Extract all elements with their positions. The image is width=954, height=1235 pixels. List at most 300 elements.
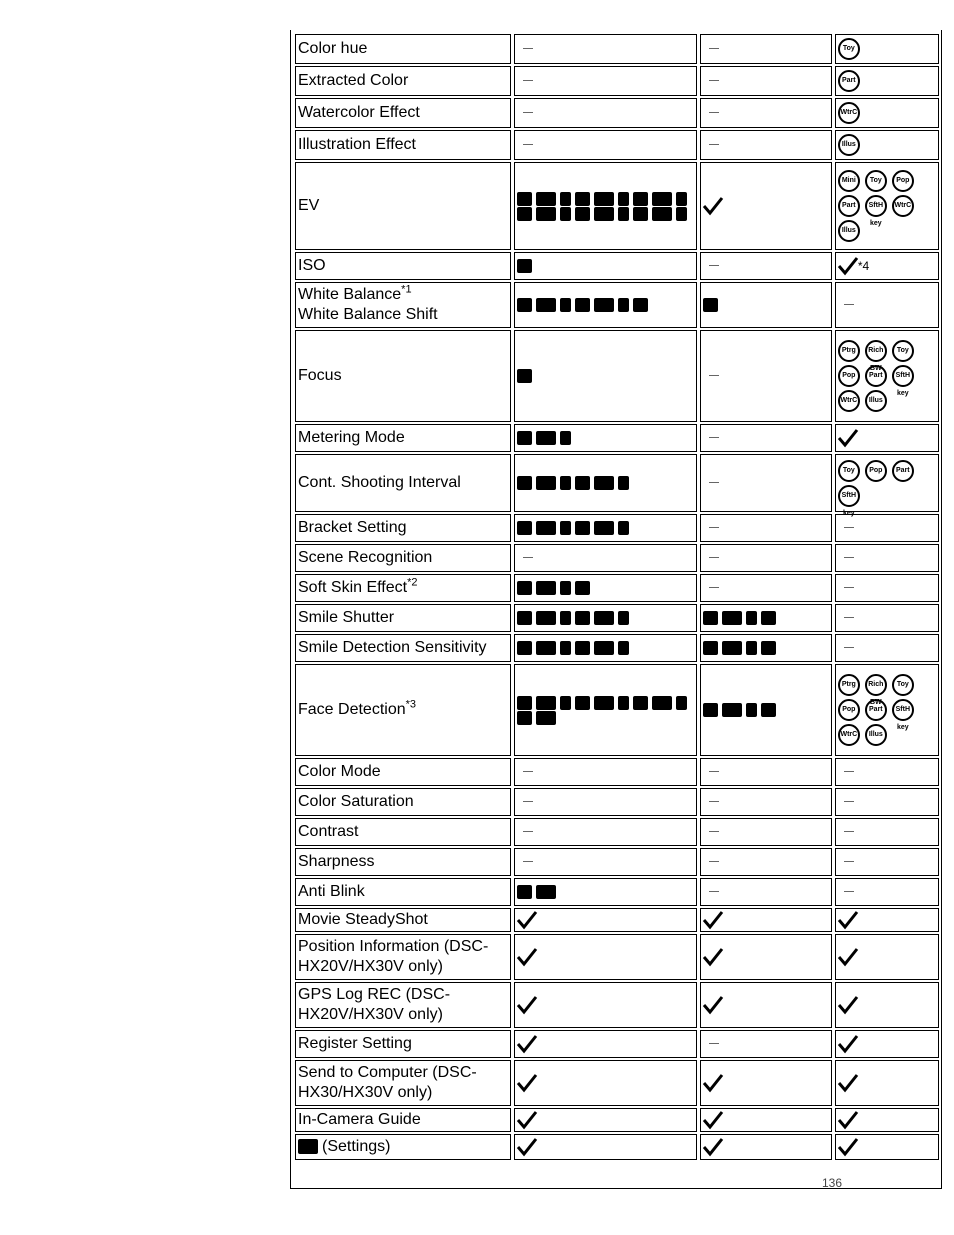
page-number: 136 bbox=[822, 1176, 843, 1190]
availability-cell-c3 bbox=[835, 1134, 939, 1160]
availability-cell-c3 bbox=[835, 66, 939, 96]
picture-effect-icon: SftH key bbox=[892, 365, 914, 387]
picture-effect-icons bbox=[838, 36, 936, 62]
scene-mode-icon bbox=[652, 696, 672, 710]
scene-mode-icon bbox=[618, 611, 629, 625]
availability-cell-c2 bbox=[700, 1060, 832, 1106]
check-icon bbox=[703, 911, 723, 929]
function-name: Focus bbox=[298, 367, 342, 384]
picture-effect-icon: Part bbox=[838, 70, 860, 92]
availability-cell-c3 bbox=[835, 818, 939, 846]
function-name: Register Setting bbox=[298, 1035, 412, 1052]
dash-mark bbox=[844, 861, 854, 862]
dash-mark bbox=[523, 112, 533, 113]
availability-cell-c2 bbox=[700, 130, 832, 160]
scene-mode-icon bbox=[633, 207, 648, 221]
availability-cell-c3 bbox=[835, 1108, 939, 1132]
toolbox-icon bbox=[298, 1139, 318, 1154]
scene-mode-icon bbox=[517, 885, 532, 899]
availability-cell-c3 bbox=[835, 544, 939, 572]
availability-cell-c1 bbox=[514, 162, 697, 250]
dash-mark bbox=[523, 831, 533, 832]
scene-mode-icon bbox=[517, 207, 532, 221]
table-body bbox=[295, 34, 939, 1160]
table-row bbox=[295, 1134, 939, 1160]
scene-mode-icon bbox=[517, 611, 532, 625]
picture-effect-icons bbox=[838, 672, 936, 748]
dash-mark bbox=[523, 80, 533, 81]
availability-cell-c3 bbox=[835, 514, 939, 542]
function-name-cell bbox=[295, 544, 511, 572]
scene-mode-icon bbox=[676, 696, 687, 710]
function-name: In-Camera Guide bbox=[298, 1111, 421, 1128]
availability-cell-c3 bbox=[835, 1030, 939, 1058]
dash-mark bbox=[709, 375, 719, 376]
scene-mode-icon bbox=[517, 641, 532, 655]
scene-mode-icon bbox=[633, 696, 648, 710]
scene-mode-icon bbox=[618, 476, 629, 490]
scene-mode-icon bbox=[536, 611, 556, 625]
table-row bbox=[295, 934, 939, 980]
check-icon bbox=[703, 1138, 723, 1156]
availability-cell-c1 bbox=[514, 758, 697, 786]
availability-cell-c3 bbox=[835, 878, 939, 906]
picture-effect-icon: Mini bbox=[838, 170, 860, 192]
table-row bbox=[295, 98, 939, 128]
availability-cell-c2 bbox=[700, 982, 832, 1028]
scene-mode-icon bbox=[594, 207, 614, 221]
check-icon bbox=[703, 996, 723, 1014]
scene-mode-icon bbox=[536, 885, 556, 899]
picture-effect-icon: Part bbox=[892, 460, 914, 482]
scene-mode-icon bbox=[594, 192, 614, 206]
scene-mode-icon bbox=[761, 641, 776, 655]
availability-cell-c1 bbox=[514, 514, 697, 542]
function-name-cell bbox=[295, 848, 511, 876]
availability-cell-c2 bbox=[700, 162, 832, 250]
availability-cell-c1 bbox=[514, 574, 697, 602]
picture-effect-icon: Toy bbox=[838, 38, 860, 60]
availability-cell-c2 bbox=[700, 878, 832, 906]
scene-mode-icons bbox=[517, 579, 694, 597]
scene-mode-icon bbox=[676, 192, 687, 206]
availability-cell-c3 bbox=[835, 1060, 939, 1106]
scene-mode-icon bbox=[517, 476, 532, 490]
availability-cell-c2 bbox=[700, 604, 832, 632]
picture-effect-icons bbox=[838, 100, 936, 126]
scene-mode-icon bbox=[536, 476, 556, 490]
availability-cell-c1 bbox=[514, 424, 697, 452]
check-icon bbox=[703, 1074, 723, 1092]
availability-cell-c2 bbox=[700, 1108, 832, 1132]
availability-cell-c2 bbox=[700, 544, 832, 572]
function-name: Color Mode bbox=[298, 763, 381, 780]
scene-mode-icon bbox=[594, 696, 614, 710]
availability-cell-c1 bbox=[514, 252, 697, 280]
function-availability-table bbox=[292, 32, 942, 1162]
scene-mode-icon bbox=[517, 431, 532, 445]
availability-cell-c2 bbox=[700, 788, 832, 816]
check-icon bbox=[703, 1111, 723, 1129]
scene-mode-icon bbox=[676, 207, 687, 221]
check-icon bbox=[838, 257, 858, 275]
availability-cell-c1 bbox=[514, 848, 697, 876]
availability-cell-c1 bbox=[514, 34, 697, 64]
function-name-cell bbox=[295, 788, 511, 816]
scene-mode-icon bbox=[517, 259, 532, 273]
scene-mode-icon bbox=[560, 192, 571, 206]
picture-effect-icon: Toy bbox=[892, 340, 914, 362]
scene-mode-icon bbox=[652, 192, 672, 206]
dash-mark bbox=[844, 771, 854, 772]
table-row bbox=[295, 1060, 939, 1106]
check-icon bbox=[838, 911, 858, 929]
picture-effect-icon: Toy bbox=[838, 460, 860, 482]
availability-cell-c1 bbox=[514, 664, 697, 756]
function-name: Soft Skin Effect bbox=[298, 579, 408, 596]
check-icon bbox=[838, 1138, 858, 1156]
function-name: ISO bbox=[298, 257, 326, 274]
dash-mark bbox=[709, 482, 719, 483]
picture-effect-icon: Ptrg bbox=[838, 340, 860, 362]
availability-cell-c2 bbox=[700, 634, 832, 662]
scene-mode-icon bbox=[517, 521, 532, 535]
dash-mark bbox=[844, 891, 854, 892]
picture-effect-icon: Toy bbox=[865, 170, 887, 192]
dash-mark bbox=[709, 527, 719, 528]
scene-mode-icon bbox=[618, 641, 629, 655]
availability-cell-c3 bbox=[835, 848, 939, 876]
availability-cell-c3 bbox=[835, 282, 939, 328]
scene-mode-icon bbox=[703, 703, 718, 717]
dash-mark bbox=[844, 831, 854, 832]
dash-mark bbox=[709, 1043, 719, 1044]
table-row bbox=[295, 34, 939, 64]
check-icon bbox=[838, 948, 858, 966]
function-name-cell bbox=[295, 514, 511, 542]
function-name: Smile Detection Sensitivity bbox=[298, 639, 487, 656]
function-name: Smile Shutter bbox=[298, 609, 395, 626]
picture-effect-icon: Toy bbox=[892, 674, 914, 696]
scene-mode-icon bbox=[517, 711, 532, 725]
availability-cell-c3 bbox=[835, 162, 939, 250]
function-name: Contrast bbox=[298, 823, 359, 840]
scene-mode-icon bbox=[536, 207, 556, 221]
availability-cell-c3 bbox=[835, 454, 939, 517]
check-icon bbox=[703, 948, 723, 966]
availability-cell-c1 bbox=[514, 130, 697, 160]
scene-mode-icon bbox=[575, 521, 590, 535]
dash-mark bbox=[709, 557, 719, 558]
scene-mode-icon bbox=[594, 641, 614, 655]
availability-cell-c2 bbox=[700, 98, 832, 128]
table-row bbox=[295, 66, 939, 96]
availability-cell-c3 bbox=[835, 982, 939, 1028]
footnote-ref: *1 bbox=[401, 283, 412, 296]
picture-effect-icon: Pop bbox=[838, 699, 860, 721]
check-icon bbox=[517, 1035, 537, 1053]
function-name-cell bbox=[295, 130, 511, 160]
dash-mark bbox=[844, 801, 854, 802]
check-icon bbox=[517, 1111, 537, 1129]
check-icon bbox=[838, 1035, 858, 1053]
scene-mode-icon bbox=[703, 641, 718, 655]
dash-mark bbox=[844, 304, 854, 305]
table-row bbox=[295, 848, 939, 876]
scene-mode-icon bbox=[618, 298, 629, 312]
scene-mode-icon bbox=[633, 298, 648, 312]
check-icon bbox=[703, 197, 723, 215]
dash-mark bbox=[709, 587, 719, 588]
scene-mode-icon bbox=[517, 192, 532, 206]
availability-cell-c1 bbox=[514, 982, 697, 1028]
availability-cell-c1 bbox=[514, 66, 697, 96]
dash-mark bbox=[709, 48, 719, 49]
dash-mark bbox=[844, 587, 854, 588]
table-row bbox=[295, 454, 939, 512]
scene-mode-icon bbox=[722, 611, 742, 625]
function-name: Color hue bbox=[298, 40, 368, 57]
availability-cell-c1 bbox=[514, 544, 697, 572]
footnote-ref: *3 bbox=[405, 698, 417, 711]
scene-mode-icon bbox=[618, 192, 629, 206]
availability-cell-c1 bbox=[514, 634, 697, 662]
availability-cell-c2 bbox=[700, 848, 832, 876]
function-name-cell bbox=[295, 758, 511, 786]
scene-mode-icons bbox=[703, 609, 829, 627]
scene-mode-icon bbox=[746, 703, 757, 717]
function-name-cell bbox=[295, 162, 511, 250]
availability-cell-c3 bbox=[835, 758, 939, 786]
table-row bbox=[295, 664, 939, 756]
dash-mark bbox=[523, 48, 533, 49]
scene-mode-icon bbox=[575, 207, 590, 221]
function-name-cell bbox=[295, 818, 511, 846]
function-name-cell bbox=[295, 454, 511, 512]
availability-cell-c2 bbox=[700, 1134, 832, 1160]
availability-cell-c1 bbox=[514, 604, 697, 632]
scene-mode-icons bbox=[517, 367, 694, 385]
scene-mode-icon bbox=[722, 703, 742, 717]
availability-cell-c3 bbox=[835, 788, 939, 816]
scene-mode-icon bbox=[746, 641, 757, 655]
scene-mode-icon bbox=[536, 298, 556, 312]
scene-mode-icon bbox=[594, 298, 614, 312]
function-name: Face Detection bbox=[298, 701, 406, 718]
dash-mark bbox=[523, 801, 533, 802]
picture-effect-icon: Pop bbox=[838, 365, 860, 387]
dash-mark bbox=[523, 557, 533, 558]
function-name-secondary: White Balance Shift bbox=[298, 306, 438, 323]
availability-cell-c3 bbox=[835, 130, 939, 160]
picture-effect-icon: Ptrg bbox=[838, 674, 860, 696]
availability-cell-c2 bbox=[700, 908, 832, 932]
check-icon bbox=[838, 1074, 858, 1092]
function-name: Position Information (DSC-HX20V/HX30V only) bbox=[298, 938, 489, 975]
dash-mark bbox=[709, 831, 719, 832]
function-name: Extracted Color bbox=[298, 72, 409, 89]
scene-mode-icon bbox=[536, 581, 556, 595]
check-icon bbox=[838, 429, 858, 447]
dash-mark bbox=[709, 801, 719, 802]
availability-cell-c3 bbox=[835, 424, 939, 452]
scene-mode-icon bbox=[722, 641, 742, 655]
function-name: Send to Computer (DSC-HX30/HX30V only) bbox=[298, 1064, 477, 1101]
table-row bbox=[295, 130, 939, 160]
scene-mode-icon bbox=[536, 711, 556, 725]
dash-mark bbox=[709, 144, 719, 145]
availability-cell-c3 bbox=[835, 908, 939, 932]
function-name: Color Saturation bbox=[298, 793, 414, 810]
scene-mode-icon bbox=[536, 192, 556, 206]
dash-mark bbox=[844, 647, 854, 648]
scene-mode-icon bbox=[560, 641, 571, 655]
picture-effect-icon: WtrC bbox=[838, 390, 860, 412]
check-icon bbox=[838, 996, 858, 1014]
availability-cell-c3 bbox=[835, 98, 939, 128]
availability-cell-c1 bbox=[514, 282, 697, 328]
availability-cell-c3 bbox=[835, 330, 939, 422]
scene-mode-icon bbox=[560, 207, 571, 221]
table-row bbox=[295, 788, 939, 816]
scene-mode-icon bbox=[575, 192, 590, 206]
function-name: Bracket Setting bbox=[298, 519, 407, 536]
picture-effect-icon: Pop bbox=[892, 170, 914, 192]
dash-mark bbox=[709, 771, 719, 772]
check-icon bbox=[517, 1074, 537, 1092]
scene-mode-icon bbox=[575, 298, 590, 312]
page-frame bbox=[290, 30, 942, 1189]
table-row bbox=[295, 758, 939, 786]
availability-cell-c3 bbox=[835, 34, 939, 64]
scene-mode-icon bbox=[517, 298, 532, 312]
scene-mode-icon bbox=[560, 581, 571, 595]
function-name-cell bbox=[295, 1030, 511, 1058]
availability-cell-c2 bbox=[700, 424, 832, 452]
table-row bbox=[295, 908, 939, 932]
function-name-cell bbox=[295, 878, 511, 906]
function-name-cell bbox=[295, 1134, 511, 1160]
scene-mode-icon bbox=[575, 611, 590, 625]
picture-effect-icon: WtrC bbox=[838, 724, 860, 746]
scene-mode-icon bbox=[575, 581, 590, 595]
scene-mode-icon bbox=[594, 521, 614, 535]
picture-effect-icon: Rich BW bbox=[865, 340, 887, 362]
picture-effect-icons bbox=[838, 168, 936, 244]
table-row bbox=[295, 982, 939, 1028]
scene-mode-icon bbox=[618, 696, 629, 710]
function-name: Cont. Shooting Interval bbox=[298, 474, 461, 491]
table-row bbox=[295, 162, 939, 250]
table-row bbox=[295, 604, 939, 632]
function-name-cell bbox=[295, 252, 511, 280]
availability-cell-c2 bbox=[700, 574, 832, 602]
picture-effect-icon: Illus bbox=[865, 724, 887, 746]
table-row bbox=[295, 282, 939, 328]
table-row bbox=[295, 330, 939, 422]
function-name: White Balance bbox=[298, 286, 402, 303]
availability-cell-c1 bbox=[514, 908, 697, 932]
scene-mode-icons bbox=[517, 883, 694, 901]
picture-effect-icon: Illus bbox=[865, 390, 887, 412]
scene-mode-icons bbox=[517, 474, 694, 492]
availability-cell-c2 bbox=[700, 66, 832, 96]
picture-effect-icons bbox=[838, 132, 936, 158]
function-name-cell bbox=[295, 66, 511, 96]
scene-mode-icons bbox=[703, 296, 829, 314]
function-name: Anti Blink bbox=[298, 883, 365, 900]
scene-mode-icon bbox=[517, 696, 532, 710]
dash-mark bbox=[709, 265, 719, 266]
dash-mark bbox=[523, 771, 533, 772]
scene-mode-icon bbox=[536, 431, 556, 445]
dash-mark bbox=[523, 144, 533, 145]
scene-mode-icon bbox=[618, 207, 629, 221]
check-icon bbox=[838, 1111, 858, 1129]
function-name-cell bbox=[295, 604, 511, 632]
table-row bbox=[295, 1108, 939, 1132]
picture-effect-icon: SftH key bbox=[892, 699, 914, 721]
function-name-cell bbox=[295, 1060, 511, 1106]
availability-cell-c2 bbox=[700, 454, 832, 512]
availability-cell-c2 bbox=[700, 34, 832, 64]
table-row bbox=[295, 634, 939, 662]
availability-cell-c2 bbox=[700, 252, 832, 280]
picture-effect-icons bbox=[838, 338, 936, 414]
function-name-cell bbox=[295, 424, 511, 452]
scene-mode-icon bbox=[536, 696, 556, 710]
table-row bbox=[295, 1030, 939, 1058]
function-name: EV bbox=[298, 197, 320, 214]
availability-cell-c1 bbox=[514, 1030, 697, 1058]
picture-effect-icon: Pop bbox=[865, 460, 887, 482]
picture-effect-icon: WtrC bbox=[838, 102, 860, 124]
scene-mode-icons bbox=[517, 694, 694, 727]
scene-mode-icon bbox=[560, 696, 571, 710]
dash-mark bbox=[844, 527, 854, 528]
function-name-cell bbox=[295, 574, 511, 602]
availability-cell-c1 bbox=[514, 1108, 697, 1132]
function-name-cell bbox=[295, 282, 511, 328]
scene-mode-icon bbox=[618, 521, 629, 535]
check-icon bbox=[517, 911, 537, 929]
function-name: GPS Log REC (DSC-HX20V/HX30V only) bbox=[298, 986, 451, 1023]
picture-effect-icons bbox=[838, 68, 936, 94]
scene-mode-icons bbox=[517, 519, 694, 537]
function-name: Metering Mode bbox=[298, 429, 405, 446]
function-name-cell bbox=[295, 34, 511, 64]
availability-cell-c3 bbox=[835, 574, 939, 602]
function-name: Scene Recognition bbox=[298, 549, 433, 566]
dash-mark bbox=[709, 112, 719, 113]
scene-mode-icon bbox=[517, 369, 532, 383]
scene-mode-icons bbox=[517, 609, 694, 627]
table-row bbox=[295, 252, 939, 280]
availability-cell-c1 bbox=[514, 454, 697, 512]
scene-mode-icon bbox=[560, 611, 571, 625]
scene-mode-icon bbox=[703, 298, 718, 312]
picture-effect-icons bbox=[838, 458, 936, 517]
dash-mark bbox=[709, 861, 719, 862]
scene-mode-icon bbox=[761, 703, 776, 717]
scene-mode-icons bbox=[517, 190, 694, 223]
function-name-cell bbox=[295, 908, 511, 932]
function-name-cell bbox=[295, 330, 511, 422]
table-row bbox=[295, 878, 939, 906]
scene-mode-icon bbox=[575, 476, 590, 490]
check-icon bbox=[517, 996, 537, 1014]
dash-mark bbox=[709, 891, 719, 892]
